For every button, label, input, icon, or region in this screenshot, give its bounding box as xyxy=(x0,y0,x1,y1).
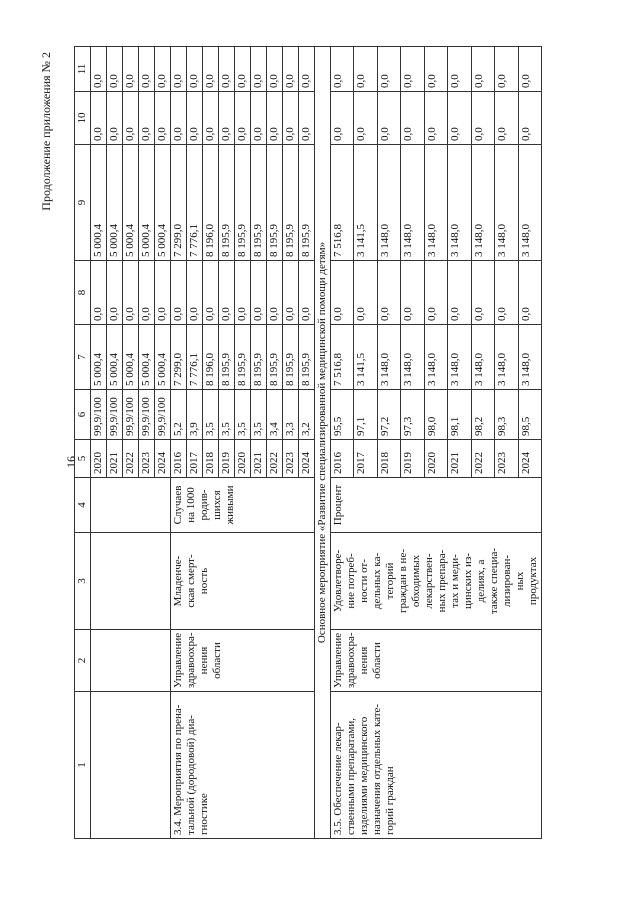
col-header: 2 xyxy=(75,630,91,692)
value-cell: 0,0 xyxy=(107,47,123,92)
value-cell: 0,0 xyxy=(448,261,471,325)
col-header: 7 xyxy=(75,325,91,390)
value-cell: 0,0 xyxy=(267,261,283,325)
value-cell: 3,4 xyxy=(267,390,283,440)
value-cell: 8 195,9 xyxy=(251,145,267,261)
value-cell: 0,0 xyxy=(219,261,235,325)
value-cell: 8 195,9 xyxy=(283,325,299,390)
value-cell: 0,0 xyxy=(471,261,494,325)
value-cell: 3 148,0 xyxy=(448,145,471,261)
value-cell: 5 000,4 xyxy=(107,145,123,261)
value-cell: 0,0 xyxy=(251,47,267,92)
value-cell: 3,5 xyxy=(203,390,219,440)
value-cell: 0,0 xyxy=(171,92,187,145)
value-cell: 0,0 xyxy=(283,47,299,92)
year-cell: 2020 xyxy=(91,440,107,478)
section-row xyxy=(315,47,331,839)
value-cell: 99,9/100 xyxy=(107,390,123,440)
year-cell: 2024 xyxy=(299,440,315,478)
value-cell: 0,0 xyxy=(299,47,315,92)
value-cell: 0,0 xyxy=(283,92,299,145)
value-cell: 3,3 xyxy=(283,390,299,440)
value-cell: 0,0 xyxy=(219,92,235,145)
value-cell: 3 148,0 xyxy=(424,325,447,390)
value-cell: 8 196,0 xyxy=(203,145,219,261)
value-cell: 0,0 xyxy=(219,47,235,92)
value-cell: 0,0 xyxy=(123,261,139,325)
value-cell: 98,1 xyxy=(448,390,471,440)
year-cell: 2020 xyxy=(424,440,447,478)
value-cell: 0,0 xyxy=(171,47,187,92)
value-cell: 99,9/100 xyxy=(91,390,107,440)
year-cell: 2023 xyxy=(495,440,518,478)
value-cell: 98,0 xyxy=(424,390,447,440)
value-cell: 7 776,1 xyxy=(187,325,203,390)
indicator-name: Удовлетворе- ние потреб- ности от- дельных ка- тегорий граждан в не- обходимых лекарствен- ных препара- тах и меди- цинских из- делиях, а также специа- лизирован- ных продуктах xyxy=(331,533,542,630)
value-cell: 3 148,0 xyxy=(518,145,542,261)
col-header: 4 xyxy=(75,478,91,533)
value-cell: 0,0 xyxy=(424,47,447,92)
value-cell: 0,0 xyxy=(377,47,400,92)
col-header: 11 xyxy=(75,47,91,92)
col-header: 9 xyxy=(75,145,91,261)
value-cell: 5 000,4 xyxy=(139,145,155,261)
value-cell: 0,0 xyxy=(171,261,187,325)
value-cell: 0,0 xyxy=(331,92,354,145)
empty-cell xyxy=(91,478,171,533)
value-cell: 8 195,9 xyxy=(235,145,251,261)
indicator-name: Младенче- ская смерт- ность xyxy=(171,533,315,630)
unit-of-measure: Случаев на 1000 родив- шихся живыми xyxy=(171,478,315,533)
measure-name: 3.5. Обеспечение лекар- ственными препаратами, изделиями медицинского назначения отдельных кате- горий граждан xyxy=(331,692,542,839)
value-cell: 8 195,9 xyxy=(299,325,315,390)
unit-of-measure: Процент xyxy=(331,478,542,533)
value-cell: 0,0 xyxy=(354,261,377,325)
value-cell: 8 195,9 xyxy=(267,145,283,261)
value-cell: 99,9/100 xyxy=(123,390,139,440)
value-cell: 5 000,4 xyxy=(91,325,107,390)
value-cell: 8 196,0 xyxy=(203,325,219,390)
value-cell: 0,0 xyxy=(91,92,107,145)
col-header: 1 xyxy=(75,692,91,839)
value-cell: 8 195,9 xyxy=(283,145,299,261)
year-cell: 2018 xyxy=(203,440,219,478)
value-cell: 0,0 xyxy=(377,92,400,145)
year-cell: 2022 xyxy=(471,440,494,478)
value-cell: 0,0 xyxy=(155,92,171,145)
value-cell: 0,0 xyxy=(235,92,251,145)
value-cell: 0,0 xyxy=(187,47,203,92)
value-cell: 0,0 xyxy=(331,47,354,92)
value-cell: 3 148,0 xyxy=(495,325,518,390)
value-cell: 99,9/100 xyxy=(139,390,155,440)
value-cell: 97,1 xyxy=(354,390,377,440)
year-cell: 2022 xyxy=(123,440,139,478)
value-cell: 0,0 xyxy=(471,47,494,92)
value-cell: 0,0 xyxy=(123,92,139,145)
value-cell: 5 000,4 xyxy=(91,145,107,261)
value-cell: 0,0 xyxy=(91,261,107,325)
value-cell: 0,0 xyxy=(283,261,299,325)
value-cell: 0,0 xyxy=(518,47,542,92)
value-cell: 8 195,9 xyxy=(219,325,235,390)
measure-name: 3.4. Мероприятия по прена- тальной (дородовой) диа- гностике xyxy=(171,692,315,839)
value-cell: 7 776,1 xyxy=(187,145,203,261)
value-cell: 3 148,0 xyxy=(495,145,518,261)
value-cell: 8 195,9 xyxy=(267,325,283,390)
value-cell: 3 148,0 xyxy=(471,145,494,261)
value-cell: 98,2 xyxy=(471,390,494,440)
value-cell: 0,0 xyxy=(251,92,267,145)
value-cell: 5 000,4 xyxy=(107,325,123,390)
value-cell: 7 299,0 xyxy=(171,325,187,390)
value-cell: 7 516,8 xyxy=(331,325,354,390)
table-row xyxy=(91,47,107,839)
value-cell: 3 148,0 xyxy=(401,325,424,390)
value-cell: 0,0 xyxy=(354,92,377,145)
value-cell: 5,2 xyxy=(171,390,187,440)
value-cell: 98,3 xyxy=(495,390,518,440)
empty-cell xyxy=(91,692,171,839)
value-cell: 0,0 xyxy=(377,261,400,325)
col-header: 8 xyxy=(75,261,91,325)
value-cell: 8 195,9 xyxy=(299,145,315,261)
value-cell: 5 000,4 xyxy=(155,145,171,261)
year-cell: 2019 xyxy=(401,440,424,478)
value-cell: 5 000,4 xyxy=(155,325,171,390)
value-cell: 97,2 xyxy=(377,390,400,440)
table-row xyxy=(331,47,354,839)
responsible-executor: Управление здравоохра- нения области xyxy=(331,630,542,692)
year-cell: 2016 xyxy=(331,440,354,478)
value-cell: 0,0 xyxy=(354,47,377,92)
value-cell: 7 299,0 xyxy=(171,145,187,261)
value-cell: 0,0 xyxy=(187,92,203,145)
value-cell: 0,0 xyxy=(235,261,251,325)
value-cell: 0,0 xyxy=(424,261,447,325)
value-cell: 0,0 xyxy=(251,261,267,325)
value-cell: 0,0 xyxy=(267,92,283,145)
col-header: 5 xyxy=(75,440,91,478)
value-cell: 0,0 xyxy=(401,47,424,92)
value-cell: 0,0 xyxy=(187,261,203,325)
data-table xyxy=(74,46,542,839)
value-cell: 99,9/100 xyxy=(155,390,171,440)
empty-cell xyxy=(91,630,171,692)
year-cell: 2021 xyxy=(107,440,123,478)
year-cell: 2017 xyxy=(354,440,377,478)
value-cell: 0,0 xyxy=(107,92,123,145)
value-cell: 3 141,5 xyxy=(354,145,377,261)
value-cell: 0,0 xyxy=(267,47,283,92)
value-cell: 0,0 xyxy=(448,47,471,92)
value-cell: 0,0 xyxy=(471,92,494,145)
year-cell: 2024 xyxy=(155,440,171,478)
value-cell: 0,0 xyxy=(299,261,315,325)
value-cell: 3 148,0 xyxy=(377,145,400,261)
col-header: 6 xyxy=(75,390,91,440)
value-cell: 95,5 xyxy=(331,390,354,440)
value-cell: 0,0 xyxy=(331,261,354,325)
responsible-executor: Управление здравоохра- нения области xyxy=(171,630,315,692)
year-cell: 2019 xyxy=(219,440,235,478)
value-cell: 97,3 xyxy=(401,390,424,440)
value-cell: 0,0 xyxy=(448,92,471,145)
value-cell: 0,0 xyxy=(495,261,518,325)
year-cell: 2020 xyxy=(235,440,251,478)
value-cell: 5 000,4 xyxy=(123,325,139,390)
value-cell: 3 148,0 xyxy=(448,325,471,390)
value-cell: 0,0 xyxy=(91,47,107,92)
value-cell: 3 141,5 xyxy=(354,325,377,390)
value-cell: 0,0 xyxy=(203,261,219,325)
value-cell: 0,0 xyxy=(518,92,542,145)
value-cell: 0,0 xyxy=(155,261,171,325)
value-cell: 98,5 xyxy=(518,390,542,440)
year-cell: 2024 xyxy=(518,440,542,478)
value-cell: 3 148,0 xyxy=(377,325,400,390)
year-cell: 2022 xyxy=(267,440,283,478)
year-cell: 2023 xyxy=(139,440,155,478)
year-cell: 2021 xyxy=(251,440,267,478)
value-cell: 3,2 xyxy=(299,390,315,440)
header-row xyxy=(75,47,91,839)
value-cell: 0,0 xyxy=(139,47,155,92)
value-cell: 3,9 xyxy=(187,390,203,440)
value-cell: 0,0 xyxy=(203,47,219,92)
value-cell: 0,0 xyxy=(155,47,171,92)
value-cell: 0,0 xyxy=(139,261,155,325)
value-cell: 3,5 xyxy=(235,390,251,440)
value-cell: 8 195,9 xyxy=(219,145,235,261)
value-cell: 3 148,0 xyxy=(518,325,542,390)
empty-cell xyxy=(91,533,171,630)
table-body xyxy=(75,47,542,839)
value-cell: 0,0 xyxy=(424,92,447,145)
value-cell: 3 148,0 xyxy=(401,145,424,261)
appendix-caption: Продолжение приложения № 2 xyxy=(39,52,53,211)
year-cell: 2018 xyxy=(377,440,400,478)
value-cell: 0,0 xyxy=(401,261,424,325)
value-cell: 5 000,4 xyxy=(139,325,155,390)
value-cell: 7 516,8 xyxy=(331,145,354,261)
year-cell: 2016 xyxy=(171,440,187,478)
year-cell: 2021 xyxy=(448,440,471,478)
year-cell: 2023 xyxy=(283,440,299,478)
value-cell: 3,5 xyxy=(219,390,235,440)
table-row xyxy=(171,47,187,839)
value-cell: 0,0 xyxy=(203,92,219,145)
value-cell: 0,0 xyxy=(299,92,315,145)
value-cell: 0,0 xyxy=(518,261,542,325)
value-cell: 8 195,9 xyxy=(235,325,251,390)
value-cell: 5 000,4 xyxy=(123,145,139,261)
col-header: 3 xyxy=(75,533,91,630)
col-header: 10 xyxy=(75,92,91,145)
value-cell: 3,5 xyxy=(251,390,267,440)
value-cell: 3 148,0 xyxy=(424,145,447,261)
value-cell: 8 195,9 xyxy=(251,325,267,390)
value-cell: 0,0 xyxy=(235,47,251,92)
value-cell: 0,0 xyxy=(107,261,123,325)
value-cell: 0,0 xyxy=(123,47,139,92)
page-number: 16 xyxy=(64,456,78,468)
year-cell: 2017 xyxy=(187,440,203,478)
value-cell: 3 148,0 xyxy=(471,325,494,390)
value-cell: 0,0 xyxy=(139,92,155,145)
value-cell: 0,0 xyxy=(401,92,424,145)
section-title: Основное мероприятие «Развитие специализированной медицинской помощи детям» xyxy=(315,47,331,839)
value-cell: 0,0 xyxy=(495,92,518,145)
value-cell: 0,0 xyxy=(495,47,518,92)
